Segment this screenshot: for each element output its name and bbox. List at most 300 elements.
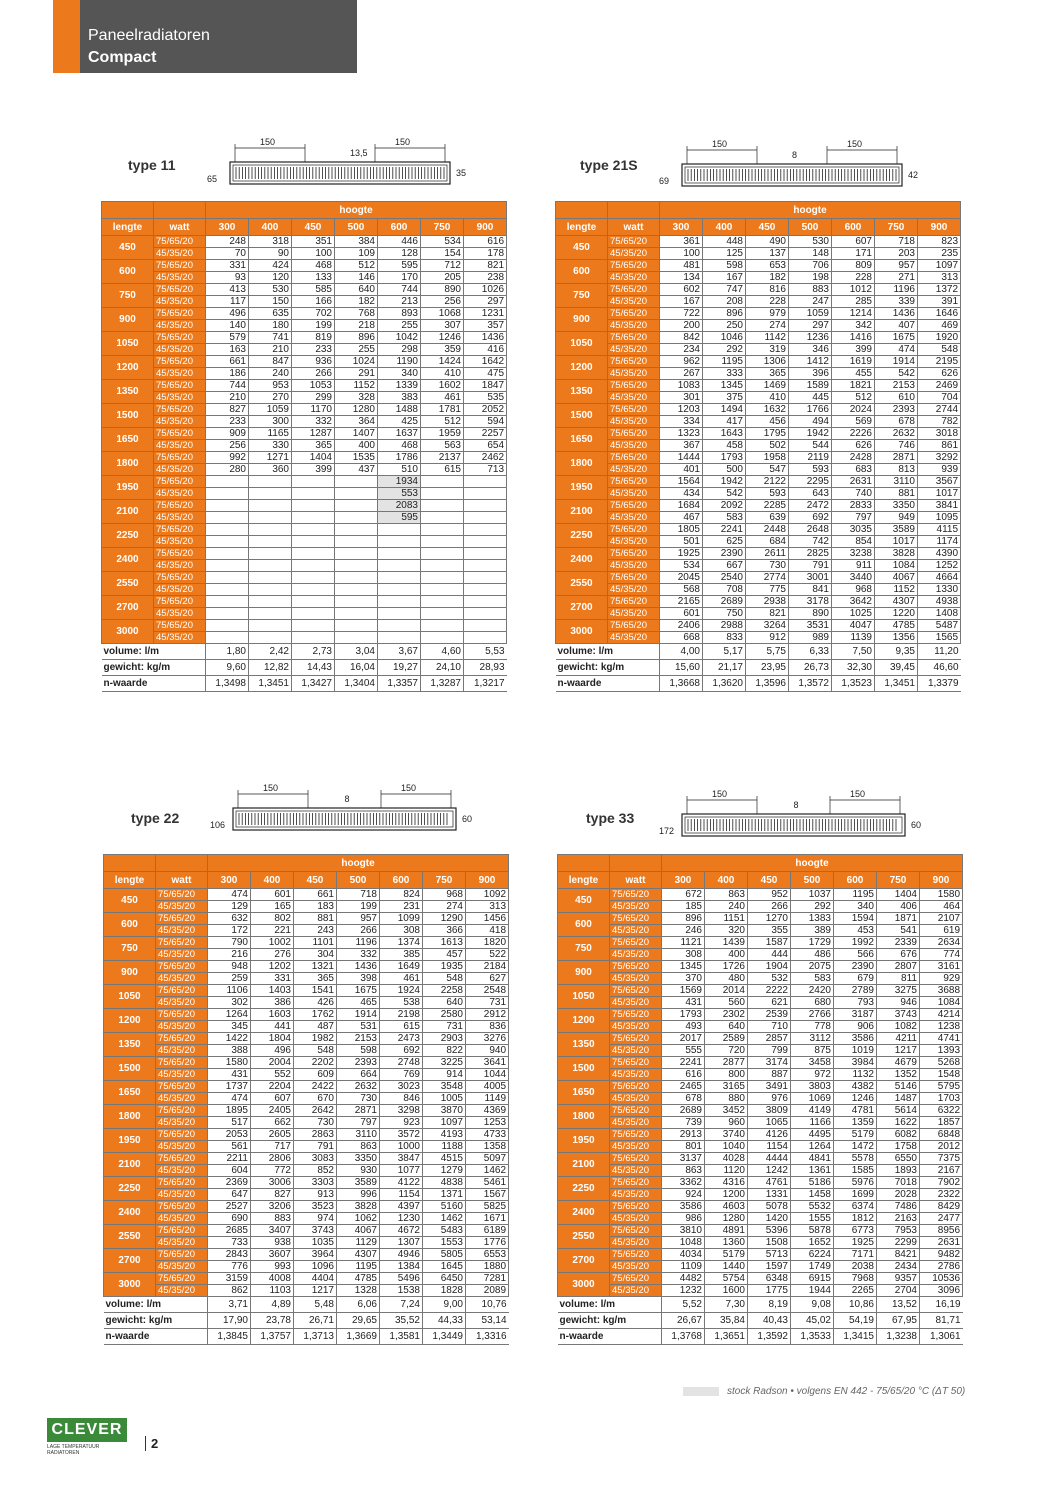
cell-value: 1019 — [834, 1045, 877, 1057]
cell-value: 1804 — [251, 1033, 294, 1045]
cell-value: 4741 — [920, 1033, 963, 1045]
cell-value: 979 — [746, 308, 789, 320]
cell-value: 1236 — [789, 332, 832, 344]
cell-value: 960 — [705, 1117, 748, 1129]
cell-value: 1154 — [380, 1189, 423, 1201]
cell-value: 1548 — [920, 1069, 963, 1081]
stock-swatch — [683, 1387, 719, 1396]
cell-value: 2473 — [380, 1033, 423, 1045]
cell-value: 1555 — [791, 1213, 834, 1225]
cell-value: 1280 — [335, 404, 378, 416]
cell-value: 881 — [875, 488, 918, 500]
dim-right-label: 150 — [401, 783, 417, 793]
footer-label: volume: l/m — [102, 644, 206, 660]
footer-value: 7,24 — [380, 1297, 423, 1313]
cell-value: 2038 — [834, 1261, 877, 1273]
header-blank — [608, 202, 660, 219]
cell-value: 842 — [660, 332, 703, 344]
cell-value: 235 — [918, 248, 961, 260]
cell-value: 248 — [206, 236, 249, 248]
cell-value: 1594 — [834, 913, 877, 925]
cell-value: 1017 — [875, 536, 918, 548]
cell-value: 2165 — [660, 596, 703, 608]
row-temp-75: 75/65/20 — [156, 1153, 208, 1165]
row-temp-75: 75/65/20 — [610, 1009, 662, 1021]
cell-value: 203 — [875, 248, 918, 260]
cell-value: 769 — [380, 1069, 423, 1081]
cell-value: 3006 — [251, 1177, 294, 1189]
cell-value: 1649 — [380, 961, 423, 973]
cell-value — [378, 620, 421, 632]
row-temp-75: 75/65/20 — [610, 1129, 662, 1141]
row-lengte: 1950 — [558, 1129, 610, 1153]
cell-value: 1580 — [920, 889, 963, 901]
footer-value: 44,33 — [423, 1313, 466, 1329]
cell-value: 3112 — [791, 1033, 834, 1045]
cell-value: 547 — [746, 464, 789, 476]
footer-value: 26,71 — [294, 1313, 337, 1329]
cell-value: 833 — [703, 632, 746, 644]
row-temp-75: 75/65/20 — [154, 572, 206, 584]
footer-value: 9,08 — [791, 1297, 834, 1313]
cell-value: 431 — [208, 1069, 251, 1081]
cell-value — [206, 512, 249, 524]
cell-value: 791 — [294, 1141, 337, 1153]
cell-value: 2428 — [832, 452, 875, 464]
cell-value: 2017 — [662, 1033, 705, 1045]
cell-value: 819 — [292, 332, 335, 344]
row-lengte: 1800 — [102, 452, 154, 476]
cell-value — [421, 548, 464, 560]
cell-value: 593 — [789, 464, 832, 476]
cell-value: 1238 — [920, 1021, 963, 1033]
row-lengte: 1800 — [556, 452, 608, 476]
dim-right-label: 150 — [850, 789, 866, 799]
cell-value: 399 — [292, 464, 335, 476]
cell-value: 100 — [660, 248, 703, 260]
cell-value: 822 — [423, 1045, 466, 1057]
cell-value: 355 — [748, 925, 791, 937]
row-lengte: 3000 — [104, 1273, 156, 1297]
cell-value: 400 — [335, 440, 378, 452]
spec-table — [555, 201, 961, 692]
cell-value: 1200 — [705, 1189, 748, 1201]
cell-value: 750 — [703, 608, 746, 620]
row-temp-45: 45/35/20 — [608, 464, 660, 476]
header-accent-bar — [53, 0, 80, 73]
cell-value: 2843 — [208, 1249, 251, 1261]
cell-value — [421, 488, 464, 500]
cell-value: 2184 — [466, 961, 509, 973]
cell-value: 1793 — [662, 1009, 705, 1021]
cell-value: 544 — [789, 440, 832, 452]
cell-value: 3362 — [662, 1177, 705, 1189]
cell-value: 4841 — [791, 1153, 834, 1165]
cell-value: 2938 — [746, 596, 789, 608]
footer-value: 7,50 — [832, 644, 875, 660]
cell-value: 1151 — [705, 913, 748, 925]
row-temp-75: 75/65/20 — [154, 284, 206, 296]
row-temp-75: 75/65/20 — [156, 1129, 208, 1141]
radiator-drawing — [657, 132, 932, 190]
spec-table — [101, 201, 507, 692]
row-lengte: 2400 — [102, 548, 154, 572]
cell-value: 2539 — [748, 1009, 791, 1021]
cell-value: 647 — [208, 1189, 251, 1201]
cell-value: 330 — [249, 440, 292, 452]
cell-value: 9482 — [920, 1249, 963, 1261]
cell-value: 2295 — [789, 476, 832, 488]
cell-value: 210 — [249, 344, 292, 356]
cell-value: 1359 — [834, 1117, 877, 1129]
dim-mid-label: 8 — [793, 800, 799, 810]
cell-value: 692 — [380, 1045, 423, 1057]
cell-value: 3458 — [791, 1057, 834, 1069]
cell-value: 3828 — [337, 1201, 380, 1213]
header-height: 500 — [789, 219, 832, 236]
cell-value: 1142 — [746, 332, 789, 344]
footer-value: 5,75 — [746, 644, 789, 660]
cell-value: 1793 — [703, 452, 746, 464]
cell-value: 1652 — [791, 1237, 834, 1249]
cell-value: 790 — [208, 937, 251, 949]
row-lengte: 1350 — [556, 380, 608, 404]
row-temp-75: 75/65/20 — [154, 236, 206, 248]
cell-value — [292, 608, 335, 620]
cell-value: 270 — [249, 392, 292, 404]
row-lengte: 1500 — [556, 404, 608, 428]
cell-value: 3589 — [337, 1177, 380, 1189]
header-lengte: lengte — [558, 872, 610, 889]
row-temp-45: 45/35/20 — [608, 368, 660, 380]
row-temp-45: 45/35/20 — [156, 1069, 208, 1081]
cell-value: 274 — [746, 320, 789, 332]
cell-value: 456 — [746, 416, 789, 428]
cell-value: 923 — [380, 1117, 423, 1129]
cell-value: 1154 — [748, 1141, 791, 1153]
cell-value: 1436 — [337, 961, 380, 973]
cell-value: 976 — [748, 1093, 791, 1105]
cell-value: 4603 — [705, 1201, 748, 1213]
cell-value: 1253 — [466, 1117, 509, 1129]
footer-value: 1,3713 — [294, 1329, 337, 1345]
cell-value: 240 — [249, 368, 292, 380]
header-blank — [102, 202, 154, 219]
dim-depth-label: 60 — [462, 814, 473, 824]
cell-value: 3810 — [662, 1225, 705, 1237]
row-temp-45: 45/35/20 — [608, 248, 660, 260]
footer-value: 35,52 — [380, 1313, 423, 1329]
row-lengte: 1800 — [104, 1105, 156, 1129]
cell-value — [206, 620, 249, 632]
cell-value: 717 — [251, 1141, 294, 1153]
cell-value: 3452 — [705, 1105, 748, 1117]
footer-value: 1,3316 — [466, 1329, 509, 1345]
cell-value: 1643 — [703, 428, 746, 440]
cell-value: 1170 — [292, 404, 335, 416]
row-lengte: 900 — [104, 961, 156, 985]
cell-value: 2222 — [748, 985, 791, 997]
cell-value: 710 — [748, 1021, 791, 1033]
cell-value: 1264 — [208, 1009, 251, 1021]
footer-value: 1,3357 — [378, 676, 421, 692]
cell-value: 6189 — [466, 1225, 509, 1237]
row-temp-45: 45/35/20 — [608, 512, 660, 524]
cell-value: 5825 — [466, 1201, 509, 1213]
cell-value: 782 — [918, 416, 961, 428]
cell-value: 1408 — [918, 608, 961, 620]
row-lengte: 750 — [556, 284, 608, 308]
row-temp-75: 75/65/20 — [608, 524, 660, 536]
cell-value: 1935 — [423, 961, 466, 973]
cell-value: 1440 — [705, 1261, 748, 1273]
cell-value: 912 — [746, 632, 789, 644]
header-height: 400 — [251, 872, 294, 889]
cell-value: 1597 — [748, 1261, 791, 1273]
cell-value: 5614 — [877, 1105, 920, 1117]
header-blank — [558, 855, 610, 872]
cell-value: 455 — [832, 368, 875, 380]
cell-value: 522 — [466, 949, 509, 961]
row-temp-75: 75/65/20 — [610, 1105, 662, 1117]
cell-value: 962 — [660, 356, 703, 368]
cell-value — [249, 512, 292, 524]
row-temp-75: 75/65/20 — [156, 1177, 208, 1189]
cell-value: 797 — [832, 512, 875, 524]
cell-value: 595 — [378, 260, 421, 272]
footer-value: 4,89 — [251, 1297, 294, 1313]
cell-value: 1195 — [337, 1261, 380, 1273]
footer-value: 1,3596 — [746, 676, 789, 692]
cell-value: 457 — [423, 949, 466, 961]
row-temp-45: 45/35/20 — [154, 632, 206, 644]
footer-value: 26,73 — [789, 660, 832, 676]
cell-value: 2462 — [464, 452, 507, 464]
cell-value: 493 — [662, 1021, 705, 1033]
row-temp-75: 75/65/20 — [154, 452, 206, 464]
cell-value: 953 — [249, 380, 292, 392]
cell-value: 579 — [206, 332, 249, 344]
cell-value: 880 — [705, 1093, 748, 1105]
row-temp-75: 75/65/20 — [156, 1273, 208, 1285]
cell-value: 1982 — [294, 1033, 337, 1045]
cell-value: 846 — [380, 1093, 423, 1105]
cell-value: 668 — [660, 632, 703, 644]
cell-value: 883 — [251, 1213, 294, 1225]
cell-value: 5487 — [918, 620, 961, 632]
cell-value: 208 — [703, 296, 746, 308]
cell-value: 1246 — [421, 332, 464, 344]
footer-value: 11,20 — [918, 644, 961, 660]
row-temp-45: 45/35/20 — [610, 973, 662, 985]
row-temp-45: 45/35/20 — [156, 1213, 208, 1225]
cell-value: 406 — [877, 901, 920, 913]
row-lengte: 1500 — [102, 404, 154, 428]
footer-value: 9,35 — [875, 644, 918, 660]
cell-value: 426 — [294, 997, 337, 1009]
cell-value: 678 — [875, 416, 918, 428]
cell-value: 3206 — [251, 1201, 294, 1213]
cell-value: 1099 — [380, 913, 423, 925]
row-lengte: 1350 — [104, 1033, 156, 1057]
cell-value: 370 — [662, 973, 705, 985]
cell-value: 1230 — [380, 1213, 423, 1225]
cell-value: 929 — [920, 973, 963, 985]
header-height: 300 — [206, 219, 249, 236]
cell-value: 2167 — [920, 1165, 963, 1177]
cell-value: 532 — [748, 973, 791, 985]
cell-value: 2766 — [791, 1009, 834, 1021]
cell-value: 4404 — [294, 1273, 337, 1285]
cell-value — [378, 560, 421, 572]
cell-value: 1196 — [875, 284, 918, 296]
cell-value: 742 — [789, 536, 832, 548]
cell-value: 3292 — [918, 452, 961, 464]
cell-value: 271 — [875, 272, 918, 284]
cell-value — [335, 488, 378, 500]
cell-value: 2877 — [705, 1057, 748, 1069]
row-temp-45: 45/35/20 — [610, 925, 662, 937]
cell-value: 267 — [660, 368, 703, 380]
cell-value: 1781 — [421, 404, 464, 416]
footer-value: 81,71 — [920, 1313, 963, 1329]
cell-value: 1602 — [421, 380, 464, 392]
row-temp-45: 45/35/20 — [608, 416, 660, 428]
cell-value: 1895 — [208, 1105, 251, 1117]
radiator-drawing — [208, 772, 486, 834]
cell-value — [335, 548, 378, 560]
type-label: type 21S — [580, 157, 638, 173]
cell-value: 3607 — [251, 1249, 294, 1261]
cell-value: 464 — [920, 901, 963, 913]
cell-value: 2807 — [877, 961, 920, 973]
row-temp-45: 45/35/20 — [154, 416, 206, 428]
cell-value: 4034 — [662, 1249, 705, 1261]
cell-value: 940 — [466, 1045, 509, 1057]
cell-value: 1456 — [466, 913, 509, 925]
cell-value — [335, 596, 378, 608]
cell-value: 2092 — [703, 500, 746, 512]
row-lengte: 3000 — [558, 1273, 610, 1297]
cell-value: 331 — [206, 260, 249, 272]
cell-value: 948 — [208, 961, 251, 973]
type-label: type 33 — [586, 810, 635, 826]
cell-value: 3238 — [832, 548, 875, 560]
row-temp-75: 75/65/20 — [154, 500, 206, 512]
row-temp-45: 45/35/20 — [610, 1261, 662, 1273]
cell-value — [421, 512, 464, 524]
cell-value: 772 — [251, 1165, 294, 1177]
header-blank — [154, 202, 206, 219]
cell-value: 1044 — [466, 1069, 509, 1081]
cell-value: 4214 — [920, 1009, 963, 1021]
footer-value: 1,3845 — [208, 1329, 251, 1345]
row-lengte: 2250 — [102, 524, 154, 548]
cell-value: 1600 — [705, 1285, 748, 1297]
header-watt: watt — [156, 872, 208, 889]
footer-value: 1,3415 — [834, 1329, 877, 1345]
cell-value — [249, 476, 292, 488]
cell-value: 561 — [208, 1141, 251, 1153]
cell-value: 1048 — [662, 1237, 705, 1249]
header-height: 300 — [662, 872, 705, 889]
cell-value: 952 — [748, 889, 791, 901]
cell-value: 410 — [746, 392, 789, 404]
cell-value: 3589 — [875, 524, 918, 536]
cell-value: 602 — [660, 284, 703, 296]
cell-value: 2912 — [466, 1009, 509, 1021]
cell-value: 425 — [378, 416, 421, 428]
spec-table — [557, 854, 963, 1345]
cell-value: 3187 — [834, 1009, 877, 1021]
cell-value: 461 — [380, 973, 423, 985]
cell-value: 3548 — [423, 1081, 466, 1093]
row-temp-75: 75/65/20 — [156, 961, 208, 973]
spec-table — [103, 854, 509, 1345]
cell-value: 893 — [378, 308, 421, 320]
header-height: 900 — [920, 872, 963, 889]
cell-value: 365 — [746, 368, 789, 380]
cell-value: 744 — [206, 380, 249, 392]
cell-value: 120 — [249, 272, 292, 284]
cell-value: 2913 — [662, 1129, 705, 1141]
cell-value: 166 — [292, 296, 335, 308]
footer-label: n-waarde — [104, 1329, 208, 1345]
cell-value: 824 — [380, 889, 423, 901]
cell-value — [335, 500, 378, 512]
cell-value: 1569 — [662, 985, 705, 997]
cell-value: 1564 — [660, 476, 703, 488]
cell-value: 474 — [875, 344, 918, 356]
row-temp-45: 45/35/20 — [610, 1189, 662, 1201]
cell-value: 1795 — [746, 428, 789, 440]
cell-value — [464, 548, 507, 560]
cell-value: 331 — [251, 973, 294, 985]
cell-value: 530 — [789, 236, 832, 248]
cell-value: 180 — [249, 320, 292, 332]
row-lengte: 2550 — [102, 572, 154, 596]
cell-value: 896 — [703, 308, 746, 320]
cell-value — [378, 548, 421, 560]
cell-value: 1232 — [662, 1285, 705, 1297]
footer-value: 1,3533 — [791, 1329, 834, 1345]
footer-label: volume: l/m — [104, 1297, 208, 1313]
brand-logo: CLEVER — [47, 1418, 127, 1442]
header-height: 500 — [335, 219, 378, 236]
cell-value: 4126 — [748, 1129, 791, 1141]
cell-value: 292 — [791, 901, 834, 913]
cell-value: 255 — [335, 344, 378, 356]
row-temp-75: 75/65/20 — [156, 913, 208, 925]
cell-value — [292, 536, 335, 548]
dim-left-label: 150 — [260, 138, 276, 147]
cell-value: 740 — [832, 488, 875, 500]
footer-label: n-waarde — [102, 676, 206, 692]
footer-value: 5,48 — [294, 1297, 337, 1313]
cell-value — [421, 632, 464, 644]
cell-value: 1306 — [746, 356, 789, 368]
cell-value: 266 — [748, 901, 791, 913]
cell-value: 4785 — [337, 1273, 380, 1285]
cell-value: 5186 — [791, 1177, 834, 1189]
header-height: 450 — [748, 872, 791, 889]
cell-value: 2075 — [791, 961, 834, 973]
row-temp-45: 45/35/20 — [610, 1141, 662, 1153]
cell-value: 280 — [206, 464, 249, 476]
cell-value: 2527 — [208, 1201, 251, 1213]
row-lengte: 2700 — [102, 596, 154, 620]
cell-value: 957 — [337, 913, 380, 925]
